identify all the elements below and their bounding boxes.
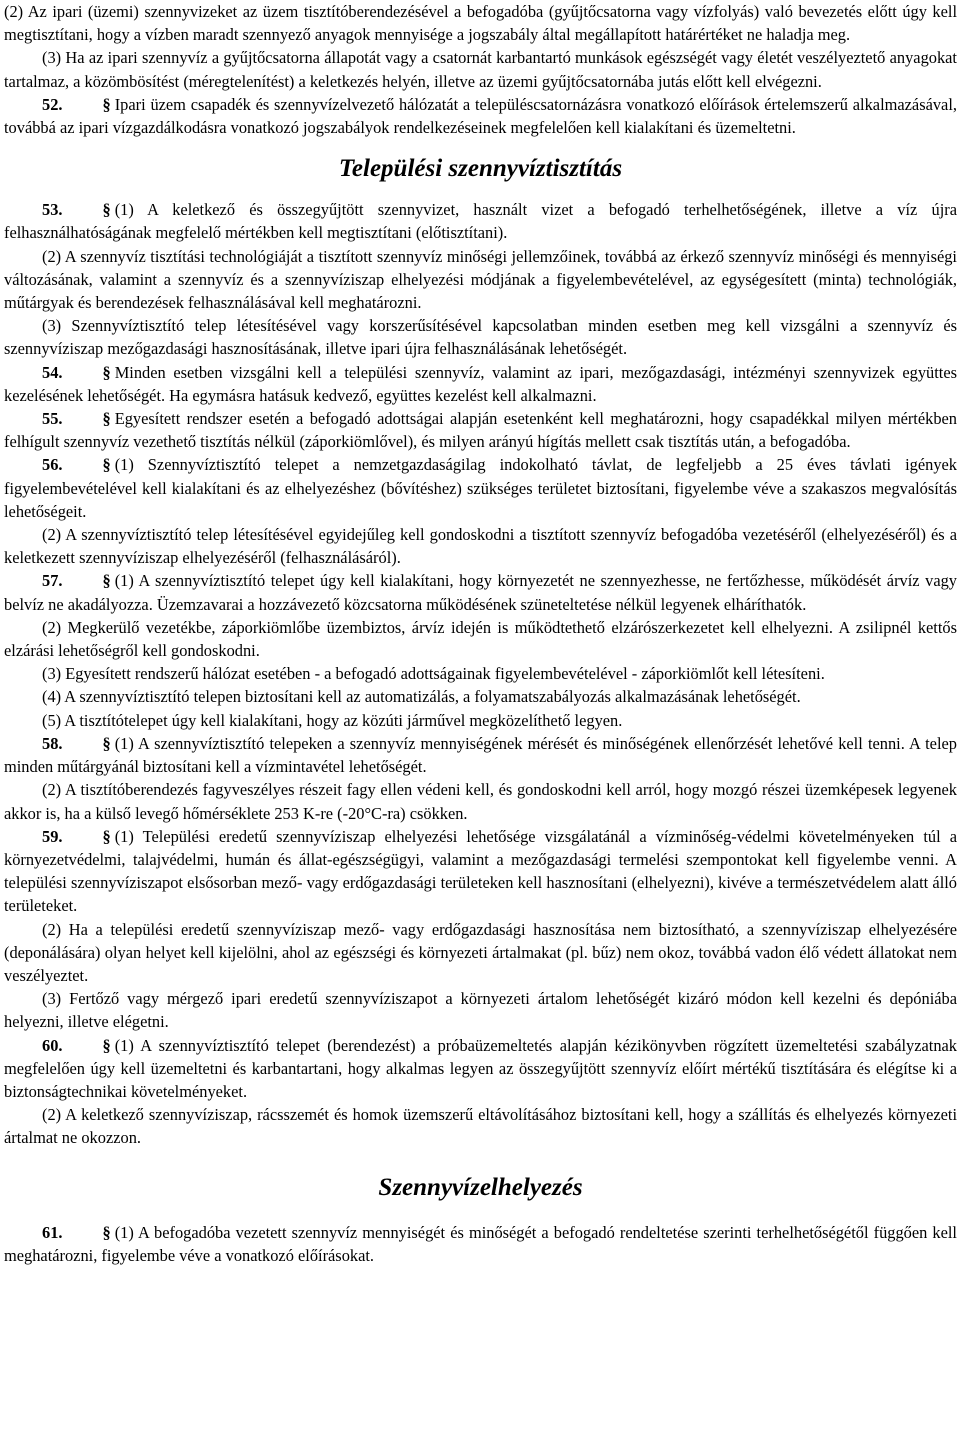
paragraph-text: (1) A szennyvíztisztító telepet úgy kell kialakítani, hogy környezetét ne szennyezhesse, ne fertőzhesse, működését árvíz vagy belvíz ne akadályozza. Üzemzavarai a hozzávezető közcsatorna működésének szüneteltetése nélkül legyenek elháríthatók. (4, 571, 957, 614)
section-number: 59. (42, 826, 63, 846)
paragraph (4, 46, 957, 92)
section-symbol: § (102, 455, 111, 475)
section-number: 53. (42, 200, 63, 220)
paragraph (4, 616, 957, 662)
section-symbol: § (102, 409, 111, 429)
paragraph-text: (4) A szennyvíztisztító telepen biztosítani kell az automatizálás, a folyamatszabályozás alkalmazásának lehetőségét. (42, 687, 801, 707)
paragraph-text: (2) Megkerülő vezetékbe, záporkiömlőbe üzembiztos, árvíz idején is működtethető elzárószerkezetet kell elhelyezni. A zsilipnél kettős elzárási lehetőségről kell gondoskodni. (4, 617, 957, 661)
paragraph (4, 245, 957, 315)
paragraph-text: (2) Az ipari (üzemi) szennyvizeket az üzem tisztítóberendezésével a befogadóba (gyűjtőcsatorna vagy vízfolyás) való bevezetés előtt úgy kell megtisztítani, hogy a vízben maradt szennyező anyagok mennyisége a jogszabály által megállapított határértéket ne haladja meg. (4, 2, 957, 45)
paragraph-text: (1) A szennyvíztisztító telepet (berendezést) a próbaüzemeltetés alapján kézikönyvben rögzített üzemeltetési szabályzatnak megfelelően úgy kell üzemeltetni és karbantartani, hogy alkalmas legyen az összegyűjtött szennyvíz előírt mértékű tisztítására és elégítse ki a biztonságtechnikai követelményeket. (4, 1035, 957, 1101)
section-number: 60. (42, 1035, 63, 1055)
paragraph (4, 314, 957, 360)
section-symbol: § (102, 362, 111, 382)
section-paragraph-57 (4, 569, 957, 615)
section-heading-telepulesi-szennyviztisztitas: Települési szennyvíztisztítás (338, 155, 623, 183)
section-paragraph-58 (4, 732, 957, 778)
section-symbol: § (102, 1222, 111, 1242)
section-number: 57. (42, 571, 63, 591)
section-symbol: § (102, 1035, 111, 1055)
paragraph (4, 709, 957, 732)
section-number: 55. (42, 409, 63, 429)
section-symbol: § (102, 200, 111, 220)
paragraph (4, 778, 957, 824)
section-paragraph-54 (4, 361, 957, 407)
paragraph-text: (5) A tisztítótelepet úgy kell kialakítani, hogy az közúti járművel megközelíthető legyen. (42, 710, 623, 730)
paragraph-text: (3) Fertőző vagy mérgező ipari eredetű szennyvíziszapot a környezeti ártalom lehetőségét kizáró módon kell kezelni és depóniába helyezni, illetve elégetni. (4, 989, 957, 1032)
section-paragraph-61 (4, 1221, 957, 1267)
paragraph (4, 987, 957, 1033)
paragraph-text: (3) Egyesített rendszerű hálózat esetében - a befogadó adottságainak figyelembevételével - záporkiömlőt kell létesíteni. (42, 664, 825, 684)
paragraph-text: (1) A szennyvíztisztító telepeken a szennyvíz mennyiségének mérését és minőségének ellenőrzését lehetővé kell tenni. A telep minden műtárgyánál biztosítani kell a vízmintavétel lehetőségét. (4, 733, 957, 777)
section-number: 61. (42, 1222, 63, 1242)
section-number: 58. (42, 733, 63, 753)
section-number: 56. (42, 455, 63, 475)
paragraph-text: (3) Ha az ipari szennyvíz a gyűjtőcsatorna állapotát vagy a csatornát karbantartó munkások egészségét vagy életét veszélyeztető anyagokat tartalmaz, a közömbösítést (méregtelenítést) a keletkezés helyén, illetve az üzemi gyűjtőcsatornába jutás előtt kell elvégezni. (4, 48, 957, 91)
paragraph-text: (2) Ha a települési eredetű szennyvíziszap mező- vagy erdőgazdasági hasznosítása nem biztosítható, a szennyvíziszap elhelyezésére (deponálására) olyan helyet kell kijelölni, ahol az egészségi és környezeti ártalmakat (pl. bűz) nem okoz, továbbá vadon élő védett állatokat nem veszélyeztet. (4, 919, 957, 985)
paragraph-text: (1) A keletkező és összegyűjtött szennyvizet, használt vizet a befogadó terhelhetőségének, illetve a víz újra felhasználhatóságának megfelelő mértékben kell megtisztítani (előtisztítani). (4, 200, 957, 243)
paragraph-text: (2) A keletkező szennyvíziszap, rácsszemét és homok üzemszerű eltávolításához biztosítani kell, hogy a szállítás és elhelyezés környezeti ártalmat ne okozzon. (4, 1105, 957, 1148)
paragraph (4, 685, 957, 708)
paragraphs-group-b (4, 198, 957, 1149)
paragraph (4, 662, 957, 685)
paragraph (4, 523, 957, 569)
paragraph-text: Egyesített rendszer esetén a befogadó adottságai alapján esetenként kell meghatározni, hogy csapadékkal milyen mértékben felhígult szennyvíz vezethető tisztítás nélkül (záporkiömlővel), és milyen arányú hígítás mellett csak tisztítás után, a befogadóba. (4, 409, 957, 452)
paragraph-text: (1) A befogadóba vezetett szennyvíz mennyiségét és minőségét a befogadó rendeltetése szerinti terhelhetőségétől függően kell meghatározni, figyelembe véve a vonatkozó előírásokat. (4, 1222, 957, 1265)
paragraph (4, 0, 957, 46)
paragraph (4, 918, 957, 988)
paragraphs-group-a (4, 0, 957, 139)
paragraph-text: Ipari üzem csapadék és szennyvízelvezető hálózatát a településcsatornázásra vonatkozó előírások értelemszerű alkalmazásával, továbbá az ipari vízgazdálkodásra vonatkozó jogszabályok rendelkezéseinek megfelelően kell kialakítani és üzemeltetni. (4, 94, 957, 138)
section-paragraph-53 (4, 198, 957, 244)
section-paragraph-55 (4, 407, 957, 453)
paragraph-text: (3) Szennyvíztisztító telep létesítésével vagy korszerűsítésével kapcsolatban minden esetben meg kell vizsgálni a szennyvíz és szennyvíziszap mezőgazdasági hasznosításának, illetve ipari újra felhasználásának lehetőségét. (4, 316, 957, 359)
section-symbol: § (102, 571, 111, 591)
section-paragraph-60 (4, 1034, 957, 1104)
paragraph-text: (2) A szennyvíz tisztítási technológiáját a tisztított szennyvíz minőségi jellemzőinek, továbbá az érkező szennyvíz minőségi és mennyiségi változásának, valamint a szennyvíz és a szennyvíziszap elhelyezési módjának a figyelembevételével, az egységesített (minta) technológiák, műtárgyak és berendezések felhasználásával kell meghatározni. (4, 246, 957, 313)
paragraph (4, 1103, 957, 1149)
section-paragraph-52 (4, 93, 957, 139)
paragraph-text: (2) A szennyvíztisztító telep létesítésével egyidejűleg kell gondoskodni a tisztított szennyvíz befogadóba vezetéséről (elhelyezéséről) és a keletkezett szennyvíziszap elhelyezéséről (felhasználásáról). (4, 525, 957, 568)
section-symbol: § (102, 826, 111, 846)
paragraph-text: (2) A tisztítóberendezés fagyveszélyes részeit fagy ellen védeni kell, és gondoskodni kell arról, hogy mozgó részei üzemképesek legyenek akkor is, ha a külső levegő hőmérséklete 253 K-re (-20°C-ra) csökken. (4, 780, 957, 823)
section-paragraph-56 (4, 453, 957, 523)
section-symbol: § (102, 733, 111, 753)
paragraph-text: (1) Települési eredetű szennyvíziszap elhelyezési lehetősége vizsgálatánál a vízminőség-védelmi követelményeken túl a környezetvédelmi, talajvédelmi, humán és állat-egészségügyi, valamint a mezőgazdasági termelési szempontokat kell figyelembe venni. A települési szennyvíziszapot elsősorban mező- vagy erdőgazdasági területeken kell hasznosítani (elhelyezni), kivéve a természetvédelem alatt álló területeket. (4, 826, 957, 916)
section-symbol: § (102, 94, 111, 114)
paragraph-text: Minden esetben vizsgálni kell a települési szennyvíz, valamint az ipari, mezőgazdasági, intézményi szennyvizek együttes kezelésének lehetőségét. Ha egymásra hatásuk kedvező, együttes kezelést kell alkalmazni. (4, 362, 957, 405)
section-number: 54. (42, 362, 63, 382)
section-number: 52. (42, 94, 63, 114)
section-heading-szennyvizelhelyezes: Szennyvízelhelyezés (378, 1173, 583, 1201)
section-paragraph-59 (4, 825, 957, 918)
paragraph-text: (1) Szennyvíztisztító telepet a nemzetgazdaságilag indokolható távlat, de legfeljebb a 25 éves távlati igények figyelembevételével kell kialakítani és az elhelyezéshez (bővítéshez) szükséges területet biztosítani, figyelembe véve a szakaszos megvalósítás lehetőségeit. (4, 455, 957, 521)
paragraphs-group-c (4, 1221, 957, 1267)
